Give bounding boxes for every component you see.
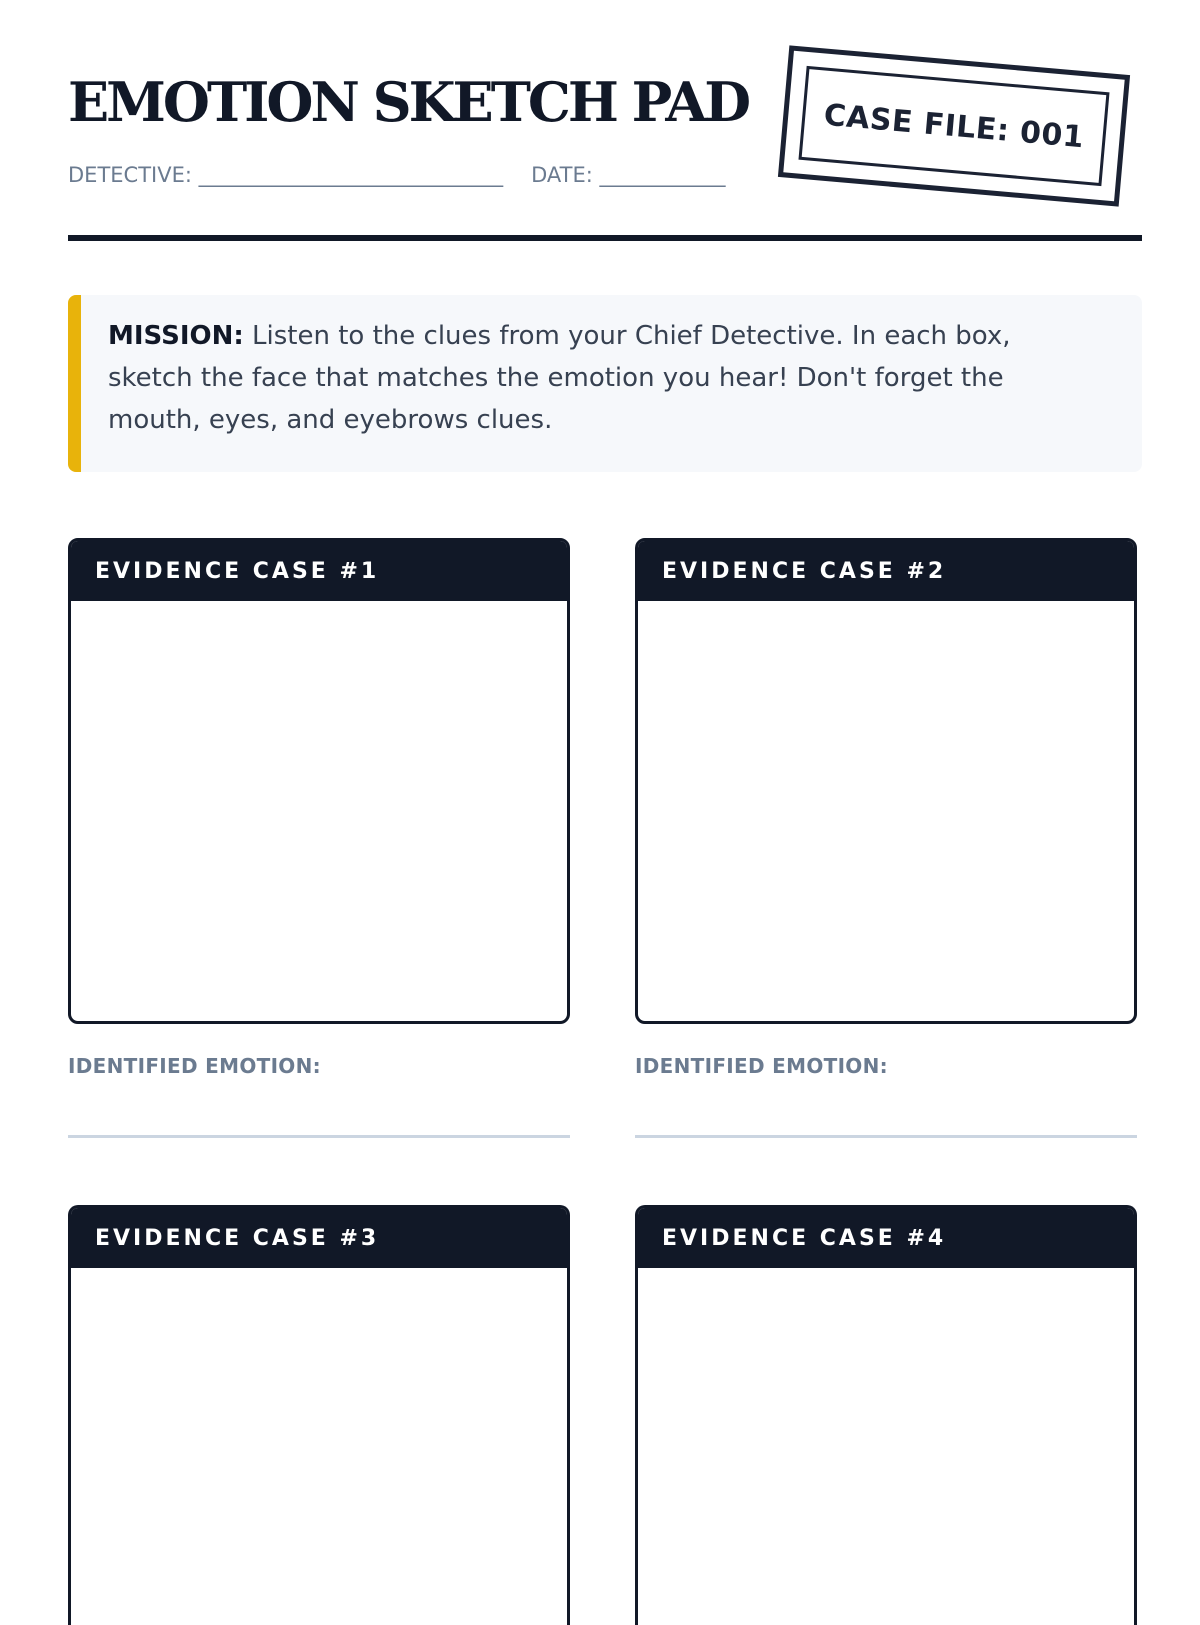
- case-title: EVIDENCE CASE #1: [71, 541, 567, 601]
- mission-body: Listen to the clues from your Chief Detective. In each box, sketch the face that matches the emotion you hear! Don't forget the mouth, eyes, and eyebrows clues.: [108, 321, 1011, 435]
- mission-label: MISSION:: [108, 321, 244, 351]
- case-file-stamp-label: CASE FILE: 001: [798, 66, 1109, 186]
- emotion-answer-line[interactable]: [68, 1135, 570, 1138]
- mission-accent-bar: [68, 295, 81, 472]
- detective-date-row: [68, 163, 726, 187]
- emotion-label: IDENTIFIED EMOTION:: [68, 1054, 321, 1078]
- sketch-area[interactable]: [638, 601, 1134, 1021]
- sketch-area[interactable]: [638, 1268, 1134, 1625]
- case-title: EVIDENCE CASE #3: [71, 1208, 567, 1268]
- mission-box: [68, 295, 1142, 472]
- header-divider: [68, 235, 1142, 241]
- mission-text: [108, 315, 1082, 441]
- sketch-area[interactable]: [71, 1268, 567, 1625]
- detective-field[interactable]: DETECTIVE: _____________________________: [68, 163, 504, 187]
- page-title: EMOTION SKETCH PAD: [68, 70, 749, 134]
- sketch-area[interactable]: [71, 601, 567, 1021]
- case-file-stamp: [778, 45, 1130, 206]
- emotion-answer-line[interactable]: [635, 1135, 1137, 1138]
- date-field[interactable]: DATE: ____________: [531, 163, 726, 187]
- sketch-card: [68, 538, 570, 1024]
- sketch-card: [635, 538, 1137, 1024]
- case-title: EVIDENCE CASE #2: [638, 541, 1134, 601]
- sketch-card: [635, 1205, 1137, 1625]
- sketch-card: [68, 1205, 570, 1625]
- case-title: EVIDENCE CASE #4: [638, 1208, 1134, 1268]
- emotion-label: IDENTIFIED EMOTION:: [635, 1054, 888, 1078]
- page-header: [68, 0, 1142, 242]
